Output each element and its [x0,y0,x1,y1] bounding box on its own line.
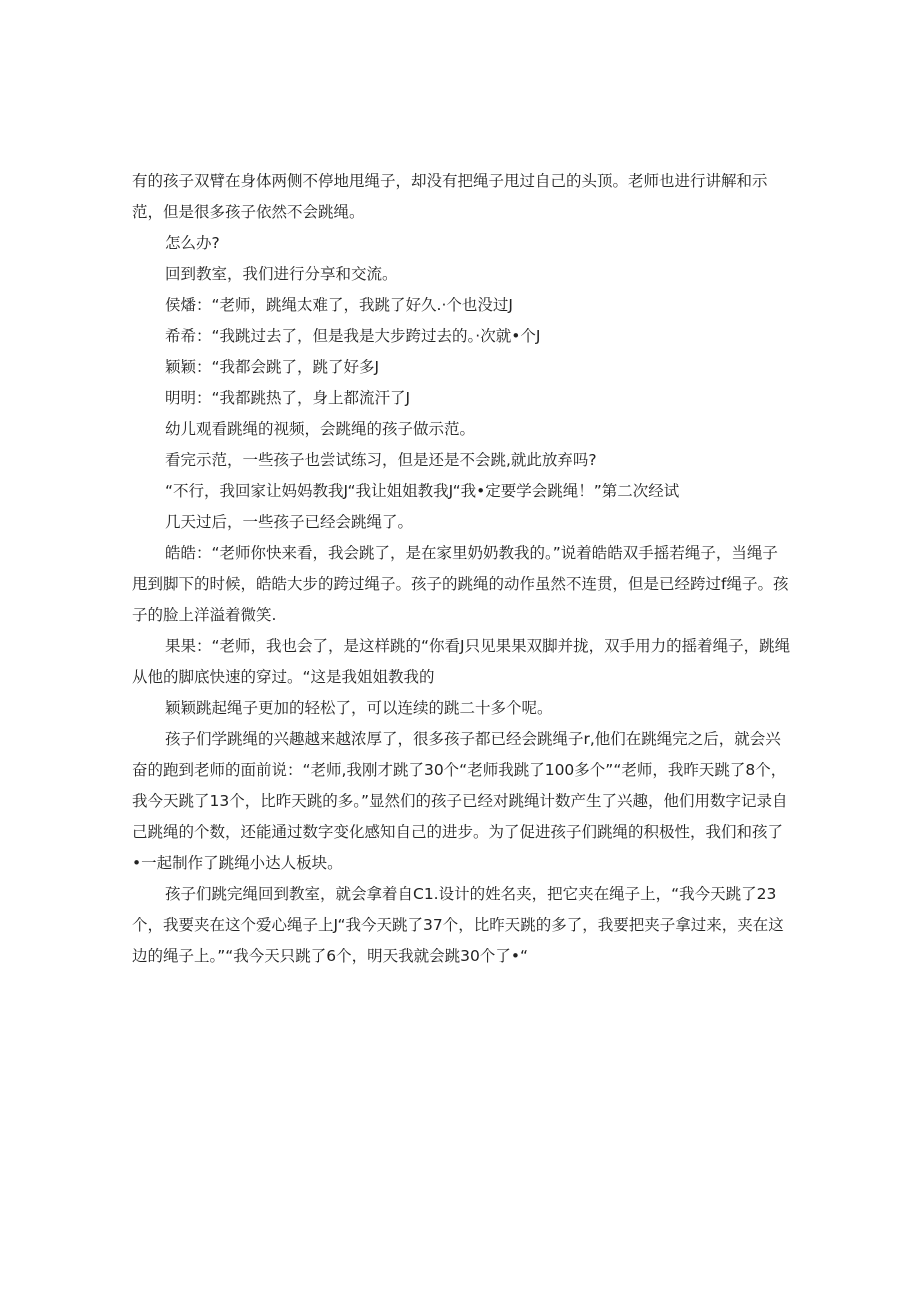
paragraph: 回到教室，我们进行分享和交流。 [165,265,398,283]
paragraph: 颖颖：“我都会跳了，跳了好多J [165,358,380,376]
document-body [132,166,792,972]
paragraph: 怎么办? [165,234,220,252]
paragraph: 希希：“我跳过去了，但是我是大步跨过去的。·次就•个J [165,327,541,345]
paragraph: 皓皓：“老师你快来看，我会跳了，是在家里奶奶教我的。”说着皓皓双手摇若绳子，当绳子甩到脚下的时候，皓皓大步的跨过绳子。孩子的跳绳的动作虽然不连贯，但是已经跨过f绳子。孩子的脸上洋溢着微笑. [132,544,789,624]
paragraph: 明明：“我都跳热了，身上都流汗了J [165,389,411,407]
paragraph: 幼儿观看跳绳的视频，会跳绳的孩子做示范。 [165,420,476,438]
paragraph: 侯燔：“老师，跳绳太难了，我跳了好久.·个也没过J [165,296,513,314]
paragraph: 有的孩子双臂在身体两侧不停地甩绳子，却没有把绳子甩过自己的头顶。老师也进行讲解和示范，但是很多孩子依然不会跳绳。 [132,172,768,221]
paragraph: 看完示范，一些孩子也尝试练习，但是还是不会跳,就此放弃吗? [165,451,597,469]
paragraph: 孩子们跳完绳回到教室，就会拿着自C1.设计的姓名夹，把它夹在绳子上，“我今天跳了23个，我要夹在这个爱心绳子上J“我今天跳了37个，比昨天跳的多了，我要把夹子拿过来，夹在这边的绳子上。”“我今天只跳了6个，明天我就会跳30个了•“ [132,885,784,965]
paragraph: 颖颖跳起绳子更加的轻松了，可以连续的跳二十多个呢。 [165,699,553,717]
paragraph: 孩子们学跳绳的兴趣越来越浓厚了，很多孩子都已经会跳绳子r,他们在跳绳完之后，就会兴奋的跑到老师的面前说：“老师,我刚才跳了30个“老师我跳了100多个”“老师，我昨天跳了8个，我今天跳了13个，比昨天跳的多。”显然们的孩子已经对跳绳计数产生了兴趣，他们用数字记录自己跳绳的个数，还能通过数字变化感知自己的进步。为了促进孩子们跳绳的积极性，我们和孩了•一起制作了跳绳小达人板块。 [132,730,788,872]
paragraph: “不行，我回家让妈妈教我J“我让姐姐教我J“我•定要学会跳绳！”第二次经试 [165,482,680,500]
paragraph: 几天过后，一些孩子已经会跳绳了。 [165,513,414,531]
paragraph: 果果：“老师，我也会了，是这样跳的“你看J只见果果双脚并拢，双手用力的摇着绳子，跳绳从他的脚底快速的穿过。“这是我姐姐教我的 [132,637,791,686]
